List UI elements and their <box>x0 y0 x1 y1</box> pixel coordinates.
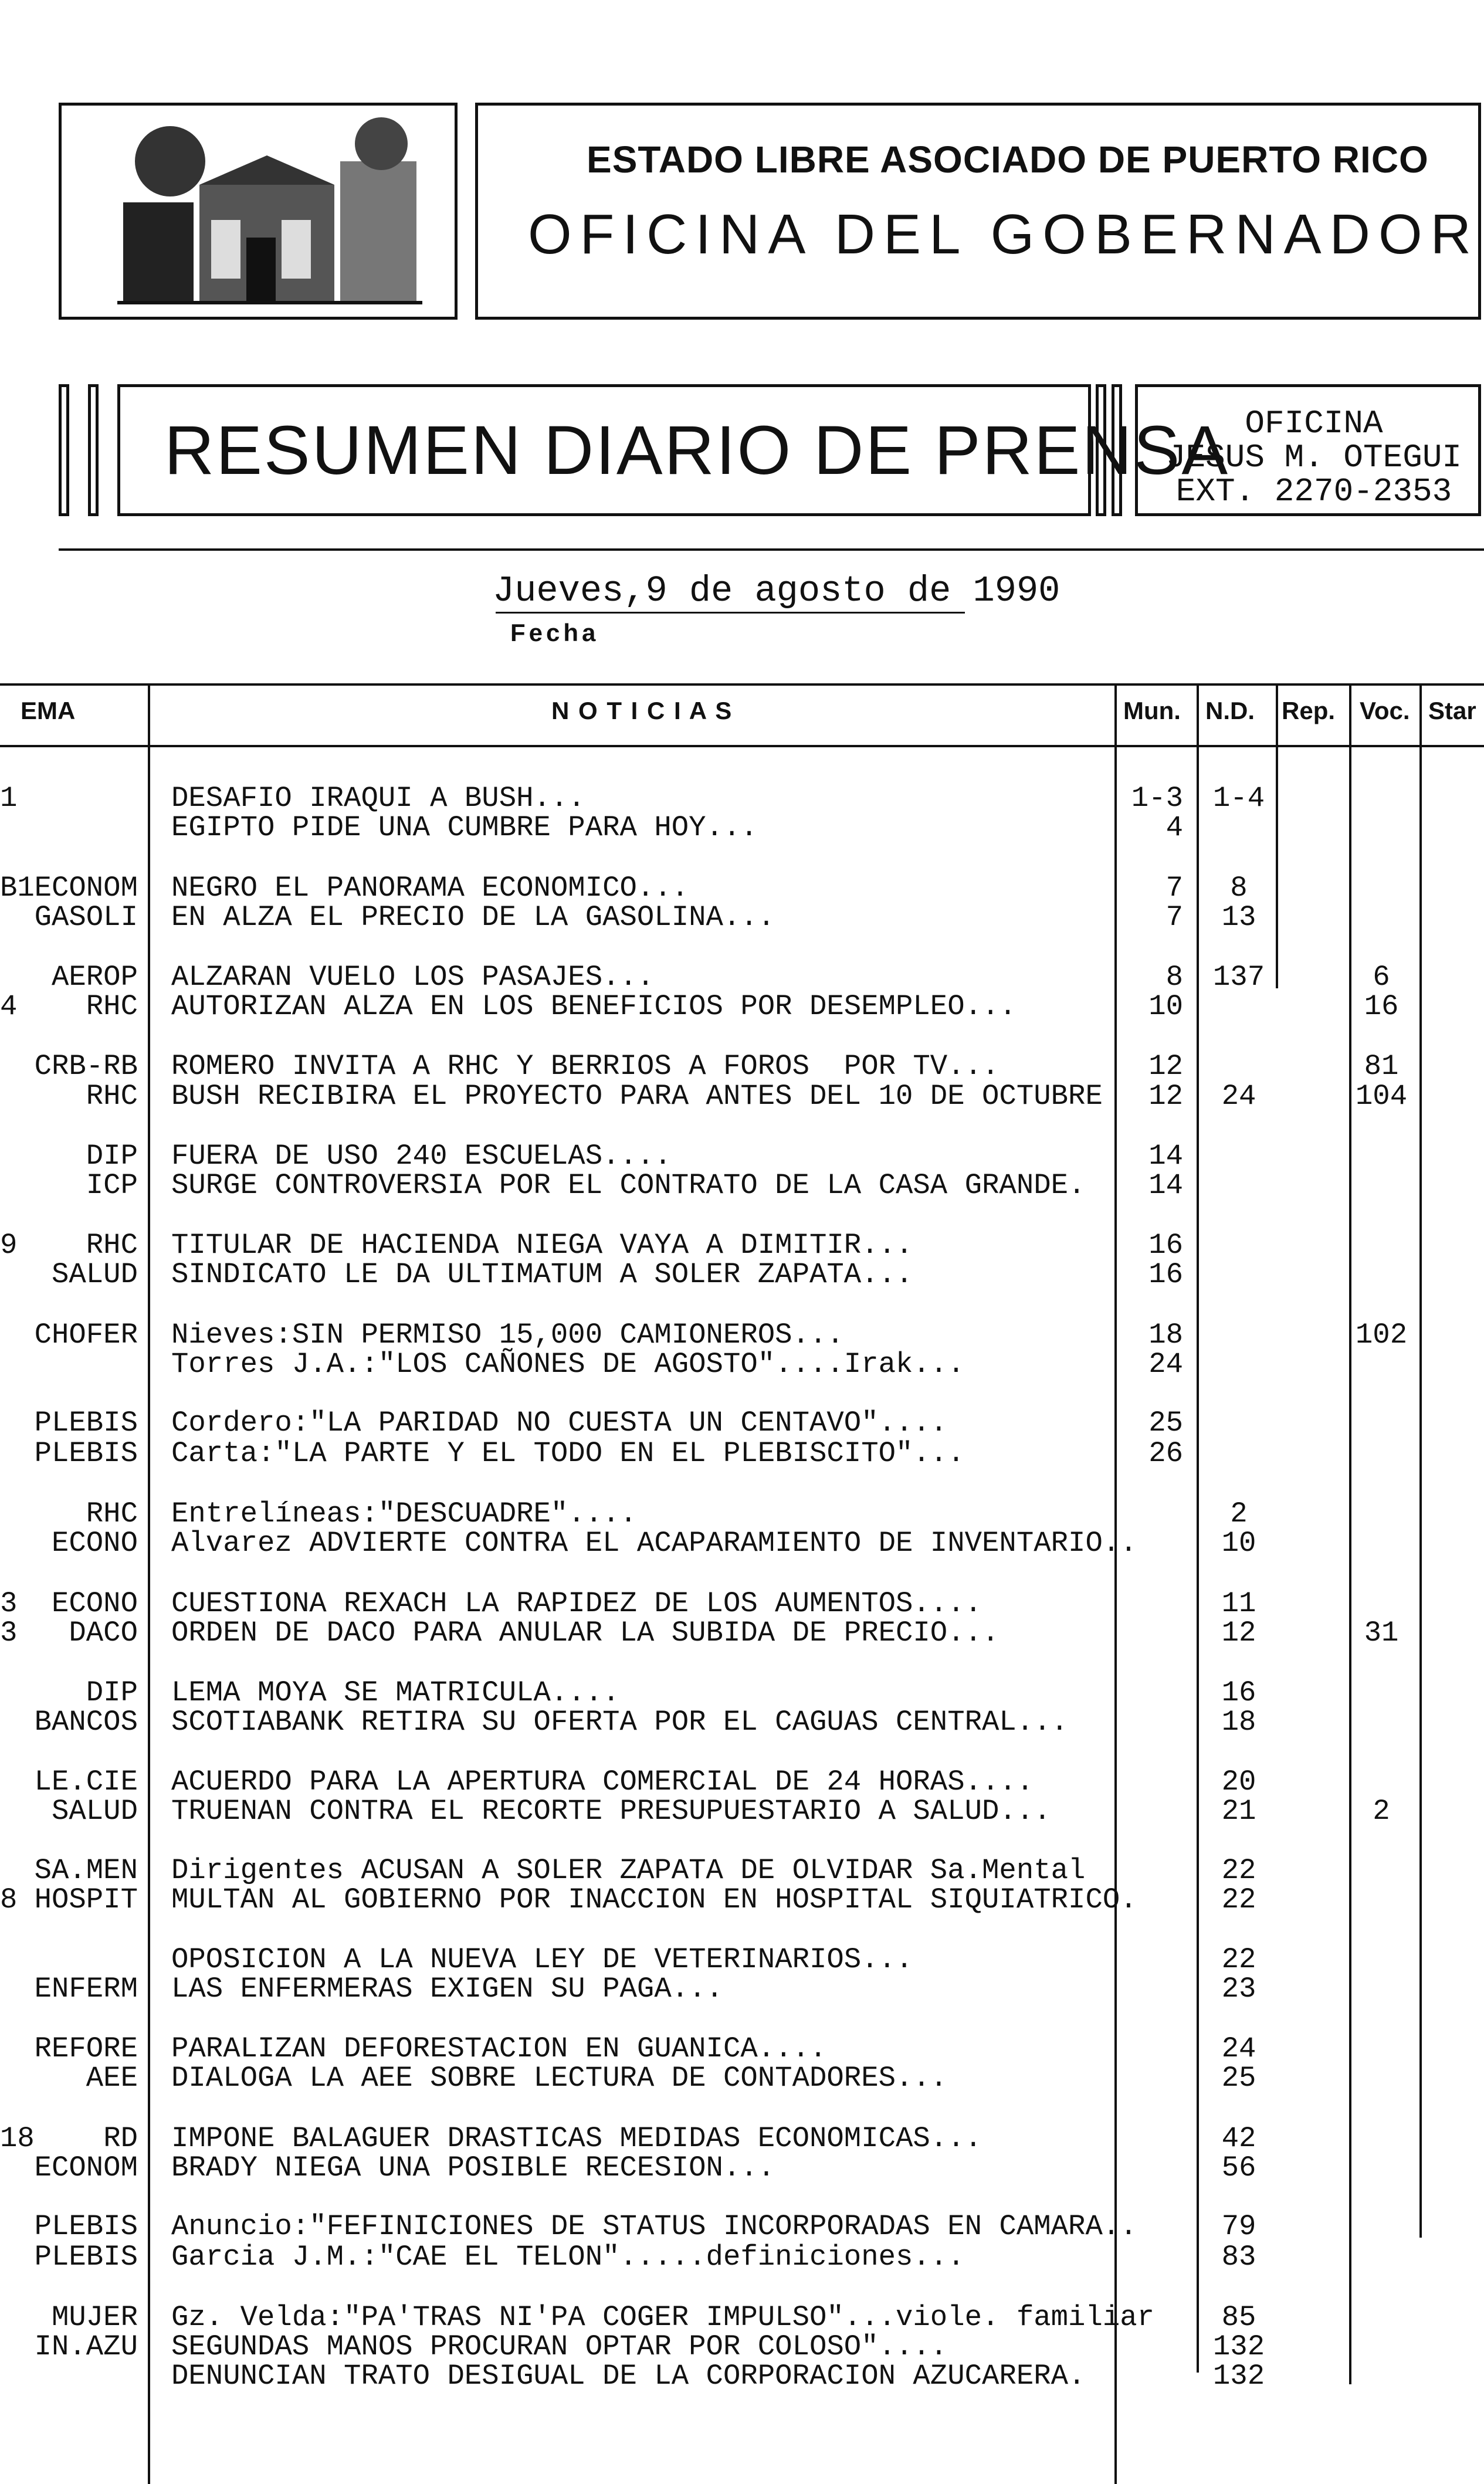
row-star: 9 <box>0 1229 18 1262</box>
row-headline: TITULAR DE HACIENDA NIEGA VAYA A DIMITIR... <box>171 1229 913 1262</box>
row-mun: 12 <box>1148 1080 1183 1113</box>
row-nd: 24 <box>1221 2032 1256 2065</box>
row-nd: 13 <box>1221 901 1256 934</box>
governor-mansion-image <box>117 114 422 308</box>
row-headline: ORDEN DE DACO PARA ANULAR LA SUBIDA DE PRECIO... <box>171 1617 1000 1649</box>
row-headline: IMPONE BALAGUER DRASTICAS MEDIDAS ECONOMICAS... <box>171 2122 982 2155</box>
table-top-line <box>0 683 1484 686</box>
row-headline: EN ALZA EL PRECIO DE LA GASOLINA... <box>171 901 775 934</box>
row-voc: 6 <box>1373 961 1390 994</box>
rule-voc-end <box>1419 683 1422 2238</box>
row-tag: HOSPIT <box>34 1883 138 1916</box>
row-tag: ECONO <box>51 1527 138 1560</box>
row-nd: 85 <box>1221 2301 1256 2334</box>
row-tag: RHC <box>86 990 138 1023</box>
row-tag: IN.AZU <box>34 2330 138 2363</box>
row-headline: ROMERO INVITA A RHC Y BERRIOS A FOROS POR TV... <box>171 1050 1000 1083</box>
row-headline: SEGUNDAS MANOS PROCURAN OPTAR POR COLOSO".... <box>171 2330 948 2363</box>
row-headline: CUESTIONA REXACH LA RAPIDEZ DE LOS AUMENTOS.... <box>171 1587 982 1620</box>
row-nd: 21 <box>1221 1795 1256 1828</box>
row-star: B1 <box>0 872 35 904</box>
row-headline: BUSH RECIBIRA EL PROYECTO PARA ANTES DEL 10 DE OCTUBRE <box>171 1080 1103 1113</box>
row-mun: 10 <box>1148 990 1183 1023</box>
row-headline: Anuncio:"FEFINICIONES DE STATUS INCORPORADAS EN CAMARA.. <box>171 2210 1137 2243</box>
row-tag: BANCOS <box>34 1706 138 1739</box>
row-tag: RHC <box>86 1080 138 1113</box>
row-nd: 132 <box>1212 2330 1265 2363</box>
row-headline: SURGE CONTROVERSIA POR EL CONTRATO DE LA CASA GRANDE. <box>171 1169 1086 1202</box>
row-headline: Cordero:"LA PARIDAD NO CUESTA UN CENTAVO".... <box>171 1407 948 1439</box>
row-headline: FUERA DE USO 240 ESCUELAS.... <box>171 1140 672 1172</box>
office-extension: EXT. 2270-2353 <box>1175 473 1452 510</box>
banner-title: RESUMEN DIARIO DE PRENSA <box>164 412 1230 489</box>
row-tag: REFORE <box>34 2032 138 2065</box>
rule-tema <box>148 683 150 2484</box>
date-label: Fecha <box>510 619 599 646</box>
row-mun: 1-3 <box>1131 782 1183 815</box>
row-nd: 10 <box>1221 1527 1256 1560</box>
row-tag: SALUD <box>51 1795 138 1828</box>
banner-left-bar-1 <box>59 384 69 516</box>
row-headline: PARALIZAN DEFORESTACION EN GUANICA.... <box>171 2032 827 2065</box>
row-star: 1 <box>0 782 18 815</box>
row-nd: 11 <box>1221 1587 1256 1620</box>
column-nd: N.D. <box>1205 697 1255 724</box>
row-tag: AEE <box>86 2062 138 2095</box>
row-nd: 16 <box>1221 1676 1256 1709</box>
row-headline: Nieves:SIN PERMISO 15,000 CAMIONEROS... <box>171 1319 844 1351</box>
row-headline: DESAFIO IRAQUI A BUSH... <box>171 782 585 815</box>
row-tag: ICP <box>86 1169 138 1202</box>
row-tag: AEROP <box>51 961 138 994</box>
row-mun: 7 <box>1165 872 1183 904</box>
row-voc: 102 <box>1355 1319 1408 1351</box>
row-headline: LEMA MOYA SE MATRICULA.... <box>171 1676 620 1709</box>
row-nd: 22 <box>1221 1854 1256 1887</box>
row-mun: 14 <box>1148 1140 1183 1172</box>
header-divider <box>59 548 1484 551</box>
row-tag: MUJER <box>51 2301 138 2334</box>
row-tag: ECONOM <box>34 872 138 904</box>
row-headline: TRUENAN CONTRA EL RECORTE PRESUPUESTARIO A SALUD... <box>171 1795 1051 1828</box>
row-mun: 12 <box>1148 1050 1183 1083</box>
row-tag: RHC <box>86 1497 138 1530</box>
row-tag: PLEBIS <box>34 1437 138 1470</box>
row-headline: EGIPTO PIDE UNA CUMBRE PARA HOY... <box>171 811 758 844</box>
banner-right-bar-2 <box>1112 384 1122 516</box>
row-mun: 16 <box>1148 1258 1183 1291</box>
row-star: 3 <box>0 1617 18 1649</box>
row-headline: Torres J.A.:"LOS CAÑONES DE AGOSTO"....Irak... <box>171 1348 965 1381</box>
row-nd: 18 <box>1221 1706 1256 1739</box>
row-mun: 26 <box>1148 1437 1183 1470</box>
date-underline <box>496 612 965 614</box>
row-mun: 4 <box>1165 811 1183 844</box>
row-tag: CHOFER <box>34 1319 138 1351</box>
row-tag: SALUD <box>51 1258 138 1291</box>
row-tag: GASOLI <box>34 901 138 934</box>
row-headline: OPOSICION A LA NUEVA LEY DE VETERINARIOS... <box>171 1943 913 1976</box>
banner-right-bar-1 <box>1096 384 1106 516</box>
row-headline: Alvarez ADVIERTE CONTRA EL ACAPARAMIENTO DE INVENTARIO.. <box>171 1527 1137 1560</box>
row-headline: LAS ENFERMERAS EXIGEN SU PAGA... <box>171 1973 723 2005</box>
row-tag: DIP <box>86 1140 138 1172</box>
row-tag: ENFERM <box>34 1973 138 2005</box>
row-headline: BRADY NIEGA UNA POSIBLE RECESION... <box>171 2151 775 2184</box>
row-mun: 18 <box>1148 1319 1183 1351</box>
row-nd: 12 <box>1221 1617 1256 1649</box>
row-tag: PLEBIS <box>34 2210 138 2243</box>
row-voc: 81 <box>1364 1050 1399 1083</box>
header-office-name: OFICINA DEL GOBERNADOR <box>528 203 1479 266</box>
column-voc: Voc. <box>1360 697 1410 724</box>
row-nd: 56 <box>1221 2151 1256 2184</box>
row-tag: DACO <box>69 1617 138 1649</box>
row-nd: 2 <box>1230 1497 1248 1530</box>
banner-left-bar-2 <box>88 384 99 516</box>
table-header-line <box>0 745 1484 747</box>
row-mun: 14 <box>1148 1169 1183 1202</box>
row-headline: SINDICATO LE DA ULTIMATUM A SOLER ZAPATA... <box>171 1258 913 1291</box>
row-headline: Dirigentes ACUSAN A SOLER ZAPATA DE OLVIDAR Sa.Mental <box>171 1854 1086 1887</box>
column-rep: Rep. <box>1282 697 1336 724</box>
row-nd: 22 <box>1221 1883 1256 1916</box>
header-state-name: ESTADO LIBRE ASOCIADO DE PUERTO RICO <box>587 138 1429 181</box>
row-headline: DIALOGA LA AEE SOBRE LECTURA DE CONTADORES... <box>171 2062 948 2095</box>
row-nd: 83 <box>1221 2241 1256 2273</box>
row-headline: Carta:"LA PARTE Y EL TODO EN EL PLEBISCITO"... <box>171 1437 965 1470</box>
column-tema: EMA <box>21 697 76 724</box>
row-mun: 24 <box>1148 1348 1183 1381</box>
row-headline: AUTORIZAN ALZA EN LOS BENEFICIOS POR DESEMPLEO... <box>171 990 1017 1023</box>
row-headline: MULTAN AL GOBIERNO POR INACCION EN HOSPITAL SIQUIATRICO. <box>171 1883 1137 1916</box>
row-nd: 22 <box>1221 1943 1256 1976</box>
row-headline: ALZARAN VUELO LOS PASAJES... <box>171 961 655 994</box>
column-mun: Mun. <box>1123 697 1181 724</box>
column-star: Star <box>1428 697 1476 724</box>
row-headline: Gz. Velda:"PA'TRAS NI'PA COGER IMPULSO"...viole. familiar <box>171 2301 1155 2334</box>
row-headline: Garcia J.M.:"CAE EL TELON".....definiciones... <box>171 2241 965 2273</box>
row-nd: 24 <box>1221 1080 1256 1113</box>
row-star: 3 <box>0 1587 18 1620</box>
row-star: 4 <box>0 990 18 1023</box>
row-tag: CRB-RB <box>34 1050 138 1083</box>
row-headline: DENUNCIAN TRATO DESIGUAL DE LA CORPORACION AZUCARERA. <box>171 2360 1086 2392</box>
document-date: Jueves,9 de agosto de 1990 <box>493 570 1061 612</box>
row-tag: SA.MEN <box>34 1854 138 1887</box>
row-nd: 20 <box>1221 1765 1256 1798</box>
row-mun: 16 <box>1148 1229 1183 1262</box>
row-headline: NEGRO EL PANORAMA ECONOMICO... <box>171 872 689 904</box>
rule-voc <box>1349 683 1351 2384</box>
row-voc: 2 <box>1373 1795 1390 1828</box>
office-contact-name: JESUS M. OTEGUI <box>1165 439 1462 476</box>
row-nd: 8 <box>1230 872 1248 904</box>
row-tag: ECONO <box>51 1587 138 1620</box>
column-noticias: N O T I C I A S <box>551 697 733 724</box>
row-tag: DIP <box>86 1676 138 1709</box>
office-label: OFICINA <box>1245 405 1383 442</box>
row-star: 8 <box>0 1883 18 1916</box>
row-tag: ECONOM <box>34 2151 138 2184</box>
row-tag: PLEBIS <box>34 1407 138 1439</box>
row-mun: 8 <box>1165 961 1183 994</box>
row-star: 18 <box>0 2122 35 2155</box>
row-nd: 137 <box>1212 961 1265 994</box>
row-nd: 25 <box>1221 2062 1256 2095</box>
rule-rep <box>1276 683 1278 988</box>
row-nd: 132 <box>1212 2360 1265 2392</box>
row-nd: 23 <box>1221 1973 1256 2005</box>
row-mun: 7 <box>1165 901 1183 934</box>
row-nd: 42 <box>1221 2122 1256 2155</box>
row-headline: Entrelíneas:"DESCUADRE".... <box>171 1497 637 1530</box>
row-mun: 25 <box>1148 1407 1183 1439</box>
row-headline: ACUERDO PARA LA APERTURA COMERCIAL DE 24 HORAS.... <box>171 1765 1034 1798</box>
row-voc: 31 <box>1364 1617 1399 1649</box>
row-tag: LE.CIE <box>34 1765 138 1798</box>
row-headline: SCOTIABANK RETIRA SU OFERTA POR EL CAGUAS CENTRAL... <box>171 1706 1069 1739</box>
row-tag: PLEBIS <box>34 2241 138 2273</box>
row-tag: RHC <box>86 1229 138 1262</box>
row-nd: 1-4 <box>1212 782 1265 815</box>
row-tag: RD <box>103 2122 138 2155</box>
row-voc: 16 <box>1364 990 1399 1023</box>
row-voc: 104 <box>1355 1080 1408 1113</box>
row-nd: 79 <box>1221 2210 1256 2243</box>
